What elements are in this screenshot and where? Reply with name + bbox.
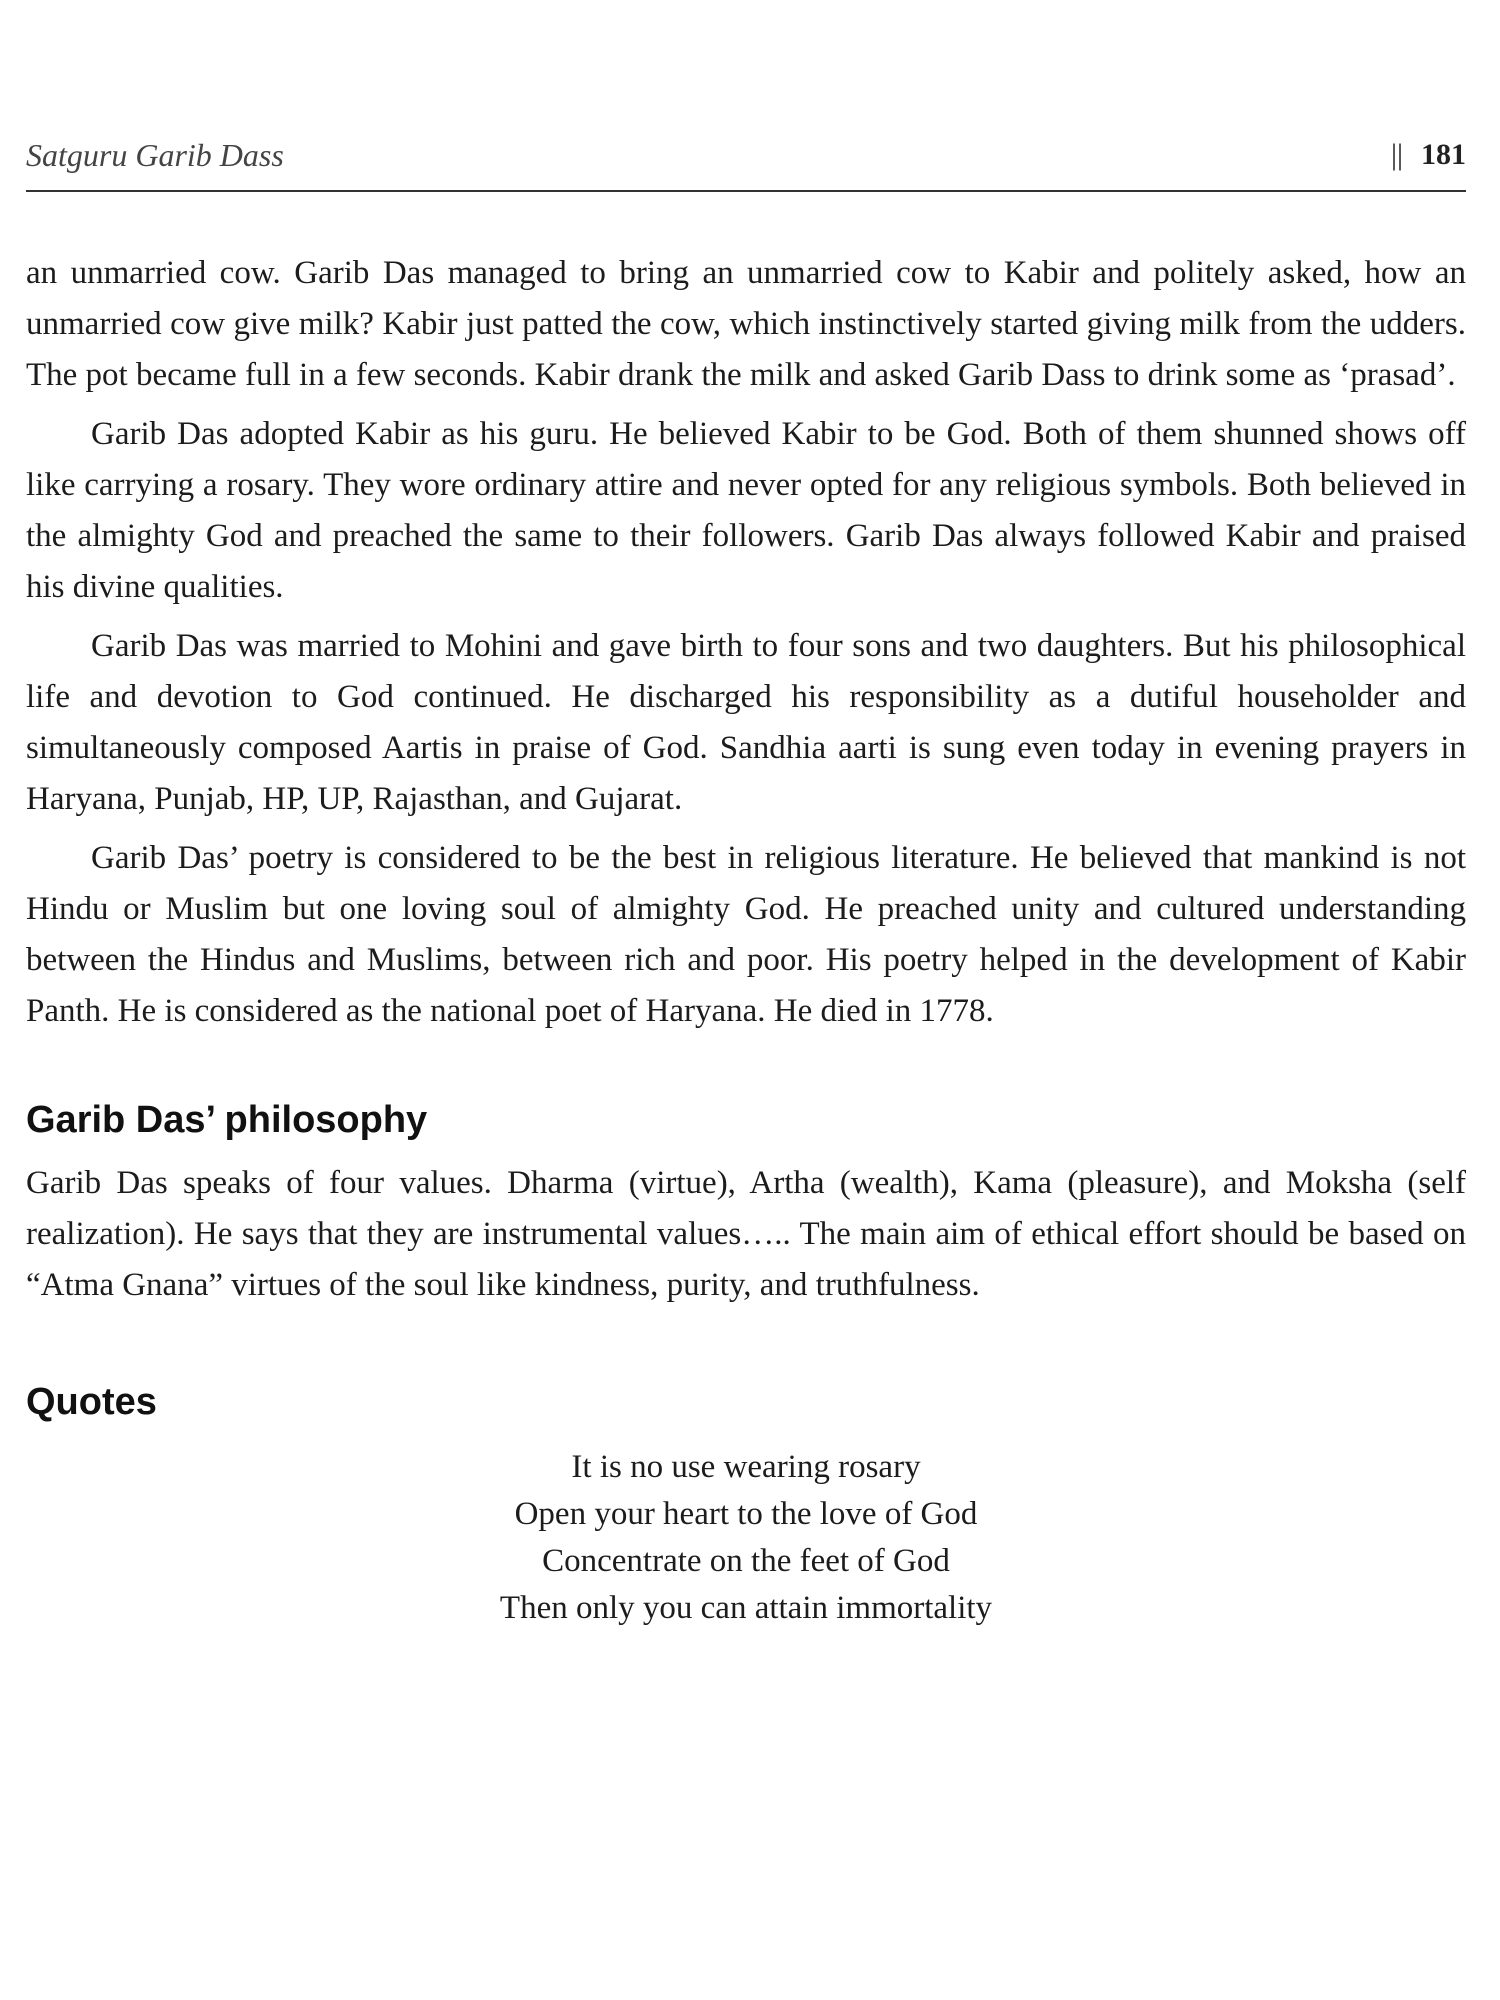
paragraph-philosophy: Garib Das speaks of four values. Dharma (virtue), Artha (wealth), Kama (pleasure), and Moksha (self realization). He says that they are instrumental values….. The main aim of ethical effort should be based on “Atma Gnana” virtues of the soul like kindness, purity, and truthfulness. (26, 1165, 1466, 1303)
header-separator: || (1390, 138, 1403, 171)
quote-line: Concentrate on the feet of God (542, 1543, 950, 1579)
quote-line: Then only you can attain immortality (499, 1590, 993, 1626)
page-number: 181 (1421, 138, 1466, 171)
quote-verse (26, 1444, 1466, 1632)
paragraph-poetry: Garib Das’ poetry is considered to be the best in religious literature. He believed that mankind is not Hindu or Muslim but one loving soul of almighty God. He preached unity and cultured understanding between the Hindus and Muslims, between rich and poor. His poetry helped in the development of Kabir Panth. He is considered as the national poet of Haryana. He died in 1778. (26, 840, 1466, 1029)
book-title: Satguru Garib Dass (26, 137, 284, 173)
section-heading-quotes: Quotes (26, 1381, 157, 1423)
quote-line: Open your heart to the love of God (514, 1496, 978, 1532)
page-content (26, 248, 1466, 1632)
quote-line: It is no use wearing rosary (571, 1449, 921, 1485)
book-page (26, 0, 1466, 2000)
page-number-block (1391, 138, 1466, 190)
paragraph-guru: Garib Das adopted Kabir as his guru. He believed Kabir to be God. Both of them shunned shows off like carrying a rosary. They wore ordinary attire and never opted for any religious symbols. Both believed in the almighty God and preached the same to their followers. Garib Das always followed Kabir and praised his divine qualities. (26, 416, 1466, 605)
paragraph-continued: an unmarried cow. Garib Das managed to bring an unmarried cow to Kabir and politely asked, how an unmarried cow give milk? Kabir just patted the cow, which instinctively started giving milk from the udders. The pot became full in a few seconds. Kabir drank the milk and asked Garib Dass to drink some as ‘prasad’. (26, 255, 1466, 393)
running-header (26, 126, 1466, 192)
paragraph-marriage: Garib Das was married to Mohini and gave birth to four sons and two daughters. But his philosophical life and devotion to God continued. He discharged his responsibility as a dutiful householder and simultaneously composed Aartis in praise of God. Sandhia aarti is sung even today in evening prayers in Haryana, Punjab, HP, UP, Rajasthan, and Gujarat. (26, 628, 1466, 817)
section-heading-philosophy: Garib Das’ philosophy (26, 1099, 428, 1141)
